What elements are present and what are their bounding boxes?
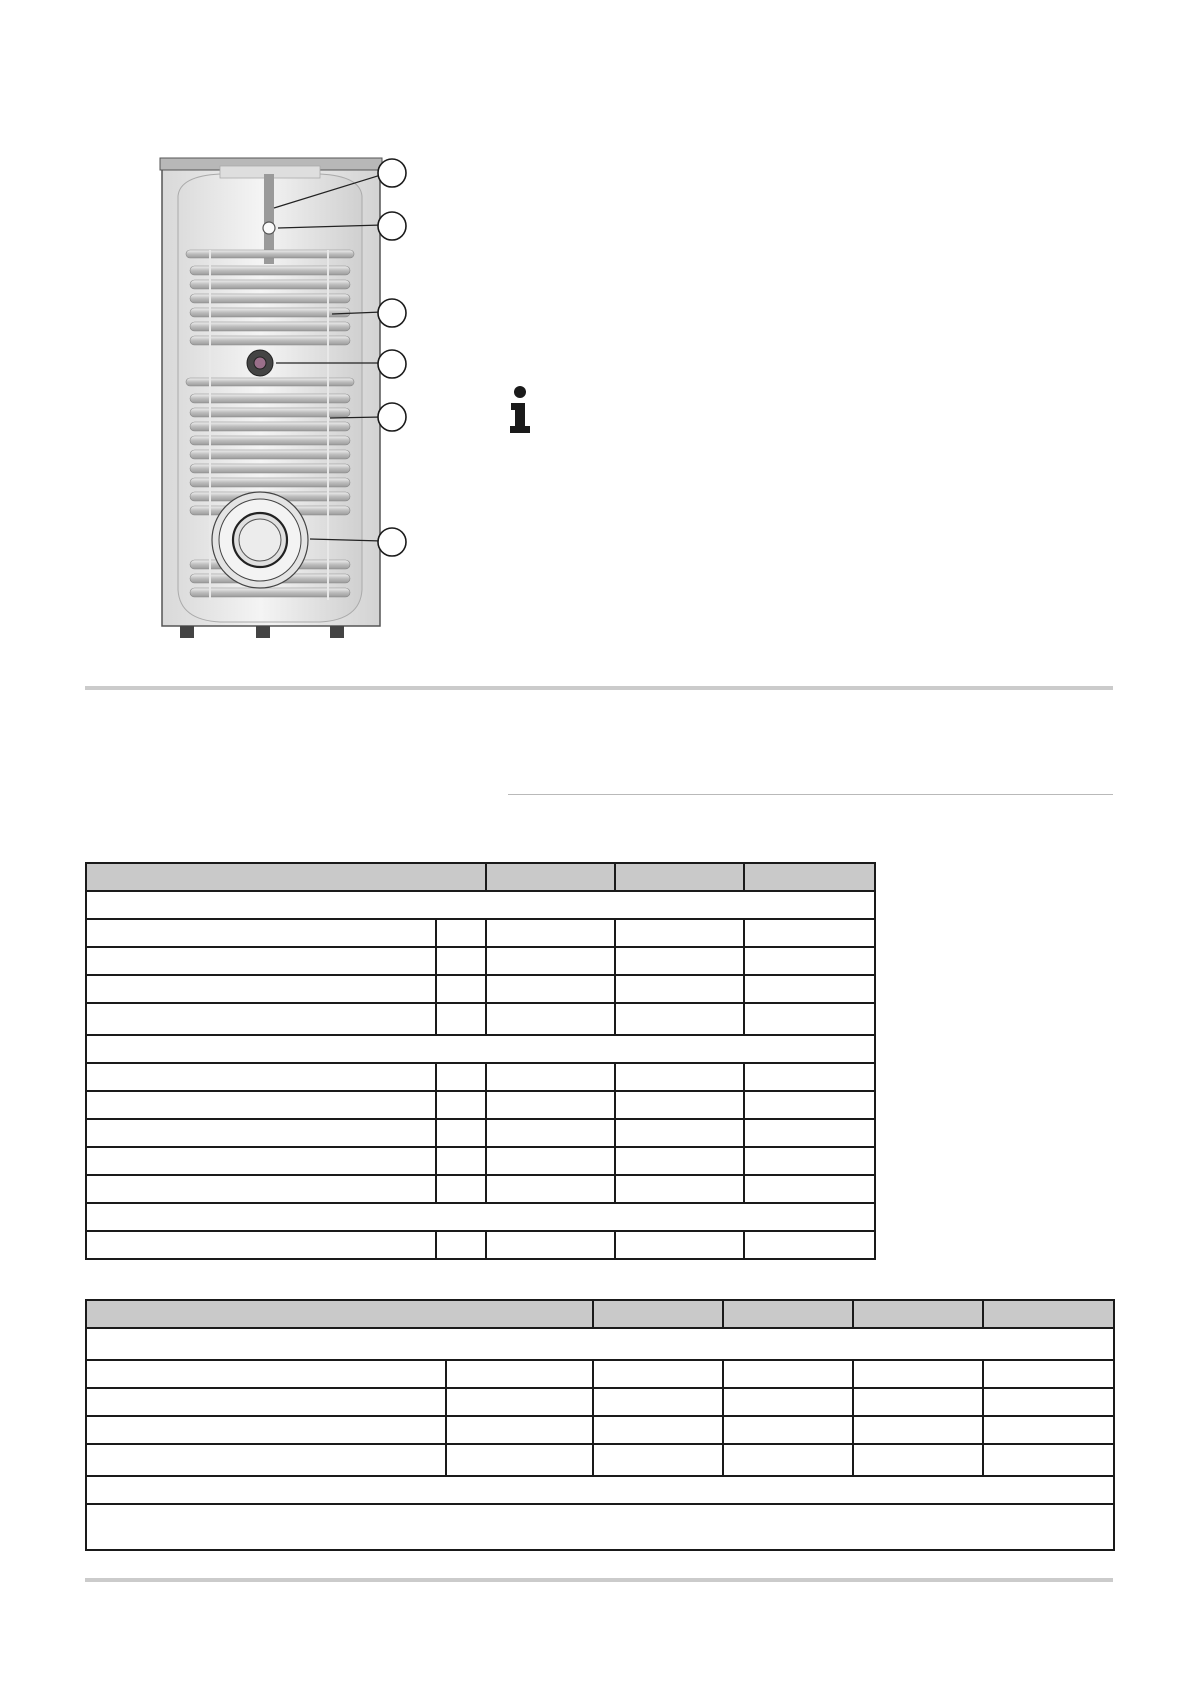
table-cell xyxy=(86,1231,436,1259)
table-cell xyxy=(446,1444,593,1476)
table-cell xyxy=(86,1444,446,1476)
table-cell xyxy=(723,1444,853,1476)
table-cell xyxy=(86,1119,436,1147)
table-cell xyxy=(744,975,875,1003)
header-cell xyxy=(593,1300,723,1328)
table-cell xyxy=(744,947,875,975)
table-cell xyxy=(744,1175,875,1203)
callout-1 xyxy=(378,159,406,187)
table-cell xyxy=(853,1388,983,1416)
thermometer-well xyxy=(263,222,275,234)
callout-6 xyxy=(378,528,406,556)
table-cell xyxy=(486,1147,615,1175)
table-cell xyxy=(744,1003,875,1035)
table-row xyxy=(86,1360,1114,1388)
table-cell xyxy=(436,919,486,947)
group-label xyxy=(86,1476,1114,1504)
table-cell xyxy=(446,1360,593,1388)
header-cell xyxy=(86,1300,593,1328)
table-cell xyxy=(486,1003,615,1035)
table-group-row xyxy=(86,1035,875,1063)
group-label xyxy=(86,1203,875,1231)
table-cell xyxy=(723,1416,853,1444)
info-icon xyxy=(506,386,534,436)
table-cell xyxy=(486,1231,615,1259)
callout-5 xyxy=(378,403,406,431)
table-row xyxy=(86,1147,875,1175)
table-header-row xyxy=(86,863,875,891)
group-label xyxy=(86,1035,875,1063)
table-cell xyxy=(436,1063,486,1091)
table-row xyxy=(86,1091,875,1119)
table-cell xyxy=(436,1091,486,1119)
section-divider xyxy=(85,686,1113,690)
table-cell xyxy=(436,1003,486,1035)
table-row xyxy=(86,947,875,975)
spec-table-1 xyxy=(85,862,876,1260)
table-cell xyxy=(615,1231,744,1259)
header-cell xyxy=(723,1300,853,1328)
callout-2 xyxy=(378,212,406,240)
table-cell xyxy=(615,947,744,975)
table-cell xyxy=(593,1388,723,1416)
inspection-flange xyxy=(212,492,308,588)
table-cell xyxy=(86,919,436,947)
table-cell xyxy=(86,1063,436,1091)
table-cell xyxy=(486,975,615,1003)
table-cell xyxy=(615,919,744,947)
table-row xyxy=(86,1416,1114,1444)
table-cell xyxy=(486,919,615,947)
table-cell xyxy=(615,1175,744,1203)
table-cell xyxy=(723,1360,853,1388)
table-row xyxy=(86,919,875,947)
callout-4 xyxy=(378,350,406,378)
table-group-row xyxy=(86,891,875,919)
header-cell xyxy=(983,1300,1114,1328)
table-cell xyxy=(615,1147,744,1175)
table-cell xyxy=(86,1003,436,1035)
table-cell xyxy=(486,1175,615,1203)
table-cell xyxy=(983,1360,1114,1388)
table-cell xyxy=(86,1360,446,1388)
table-cell xyxy=(446,1388,593,1416)
table-cell xyxy=(853,1416,983,1444)
table-row xyxy=(86,1119,875,1147)
table-cell xyxy=(983,1416,1114,1444)
header-cell xyxy=(486,863,615,891)
header-cell xyxy=(615,863,744,891)
tank-foot xyxy=(256,626,270,638)
table-cell xyxy=(86,975,436,1003)
table-cell xyxy=(615,1003,744,1035)
table-cell xyxy=(446,1416,593,1444)
table-cell xyxy=(86,947,436,975)
table-cell xyxy=(615,1119,744,1147)
table-cell xyxy=(744,1119,875,1147)
table-cell xyxy=(615,975,744,1003)
table-row xyxy=(86,1003,875,1035)
table-cell xyxy=(436,1119,486,1147)
tank-foot xyxy=(330,626,344,638)
table-cell xyxy=(615,1063,744,1091)
table-cell xyxy=(744,1063,875,1091)
callout-3 xyxy=(378,299,406,327)
table-cell xyxy=(593,1444,723,1476)
table-cell xyxy=(853,1360,983,1388)
table-row xyxy=(86,975,875,1003)
table-row xyxy=(86,1063,875,1091)
table-cell xyxy=(853,1444,983,1476)
group-label xyxy=(86,1328,1114,1360)
table-row xyxy=(86,1175,875,1203)
spec-table-2 xyxy=(85,1299,1115,1551)
table-cell xyxy=(744,1091,875,1119)
group-label xyxy=(86,891,875,919)
table-cell xyxy=(486,1091,615,1119)
table-group-row xyxy=(86,1203,875,1231)
table-cell xyxy=(593,1416,723,1444)
subsection-divider xyxy=(508,794,1113,795)
header-cell xyxy=(744,863,875,891)
section-divider xyxy=(85,1578,1113,1582)
table-cell xyxy=(86,1175,436,1203)
table-cell xyxy=(615,1091,744,1119)
tank-foot xyxy=(180,626,194,638)
table-cell xyxy=(436,1231,486,1259)
table-cell xyxy=(86,1416,446,1444)
table-cell xyxy=(983,1388,1114,1416)
table-cell xyxy=(723,1388,853,1416)
table-cell xyxy=(486,1063,615,1091)
table-cell xyxy=(744,919,875,947)
callout-markers xyxy=(375,155,411,565)
table-row xyxy=(86,1231,875,1259)
table-group-row xyxy=(86,1328,1114,1360)
table-row xyxy=(86,1388,1114,1416)
table-cell xyxy=(436,1147,486,1175)
header-cell xyxy=(86,863,486,891)
header-cell xyxy=(853,1300,983,1328)
table-cell xyxy=(486,947,615,975)
table-cell xyxy=(86,1091,436,1119)
table-row xyxy=(86,1444,1114,1476)
table-cell xyxy=(744,1147,875,1175)
table-cell xyxy=(486,1119,615,1147)
note-cell xyxy=(86,1504,1114,1550)
table-header-row xyxy=(86,1300,1114,1328)
table-cell xyxy=(436,947,486,975)
table-cell xyxy=(86,1147,436,1175)
table-group-row xyxy=(86,1476,1114,1504)
table-cell xyxy=(86,1388,446,1416)
table-cell xyxy=(436,1175,486,1203)
table-row xyxy=(86,1504,1114,1550)
table-cell xyxy=(983,1444,1114,1476)
table-cell xyxy=(593,1360,723,1388)
table-cell xyxy=(744,1231,875,1259)
table-cell xyxy=(436,975,486,1003)
